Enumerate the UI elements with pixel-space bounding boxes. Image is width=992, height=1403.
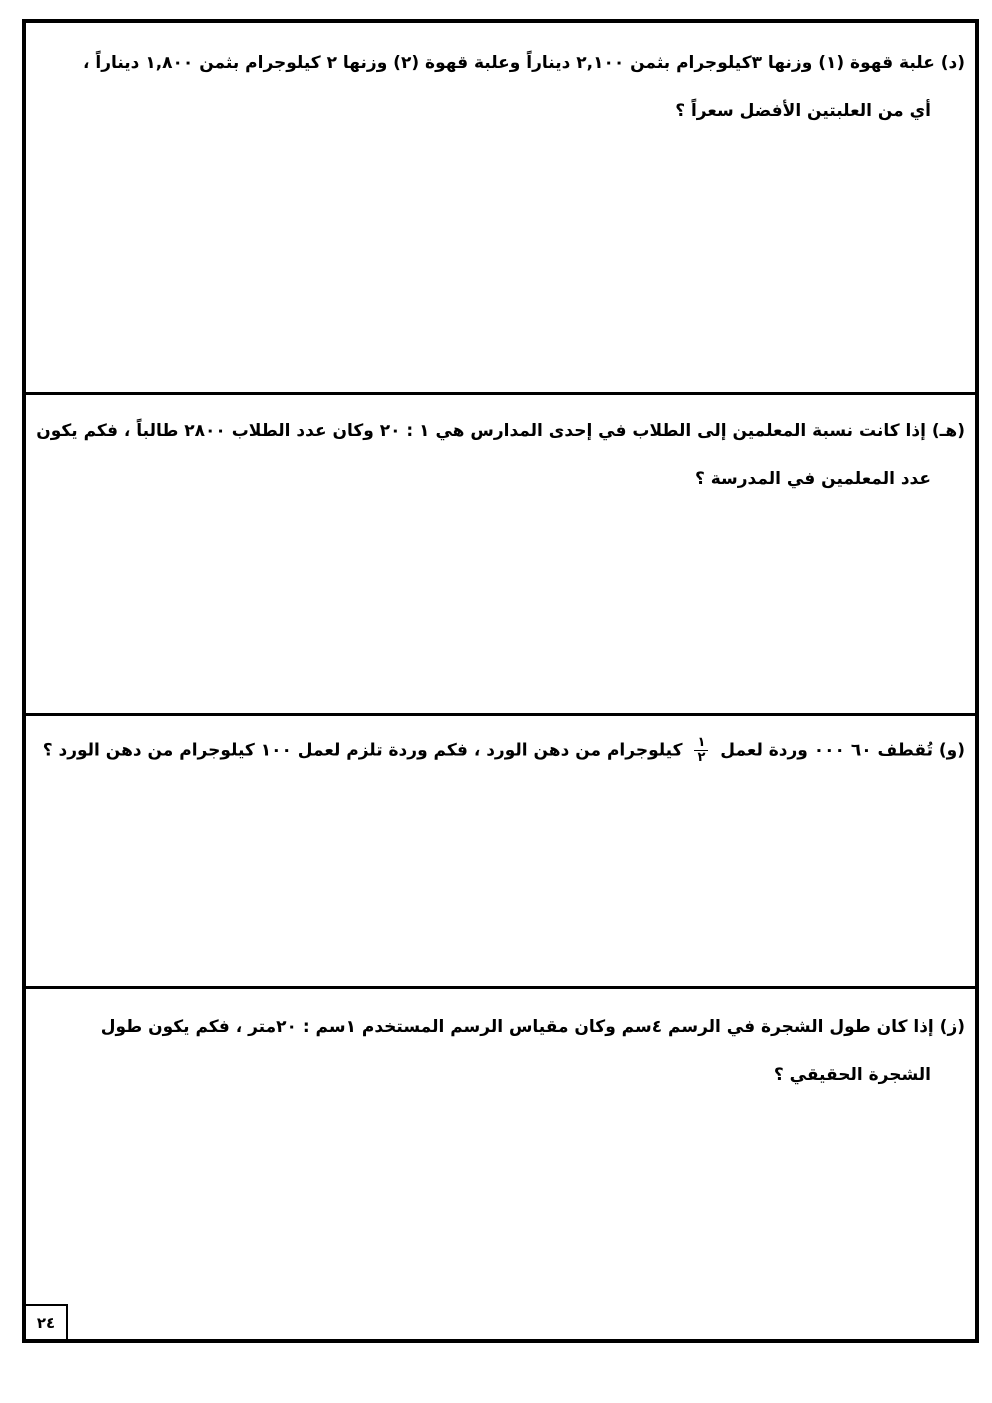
fraction-one-half [694,736,708,765]
question-z-line2: الشجرة الحقيقي ؟ [773,1065,931,1085]
fraction-numerator: ١ [694,736,708,751]
question-w-section [26,716,975,986]
question-h-line2: عدد المعلمين في المدرسة ؟ [694,469,931,489]
question-z-section [26,989,975,1335]
question-w-line1 [43,736,965,765]
question-w-text-after: كيلوجرام من دهن الورد ، فكم وردة تلزم لعمل ١٠٠ كيلوجرام من دهن الورد ؟ [42,740,683,761]
fraction-denominator: ٢ [697,750,706,765]
question-d-line1: (د) علبة قهوة (١) وزنها ٣كيلوجرام بثمن ٢,١٠٠ ديناراً وعلبة قهوة (٢) وزنها ٢ كيلوجرام بثمن ١,٨٠٠ ديناراً ، [82,53,965,73]
worksheet-frame [22,19,979,1343]
question-h-line1: (هـ) إذا كانت نسبة المعلمين إلى الطلاب في إحدى المدارس هي ١ : ٢٠ وكان عدد الطلاب ٢٨٠٠ طالباً ، فكم يكون [36,421,965,441]
question-d-section [26,23,975,392]
question-w-text-before: (و) تُقطف ٦٠ ٠٠٠ وردة لعمل [720,740,965,761]
question-z-line1: (ز) إذا كان طول الشجرة في الرسم ٤سم وكان مقياس الرسم المستخدم ١سم : ٢٠متر ، فكم يكون طول [100,1017,965,1037]
page-number: ٢٤ [26,1304,68,1339]
question-h-section [26,395,975,713]
question-d-line2: أي من العلبتين الأفضل سعراً ؟ [675,101,931,121]
